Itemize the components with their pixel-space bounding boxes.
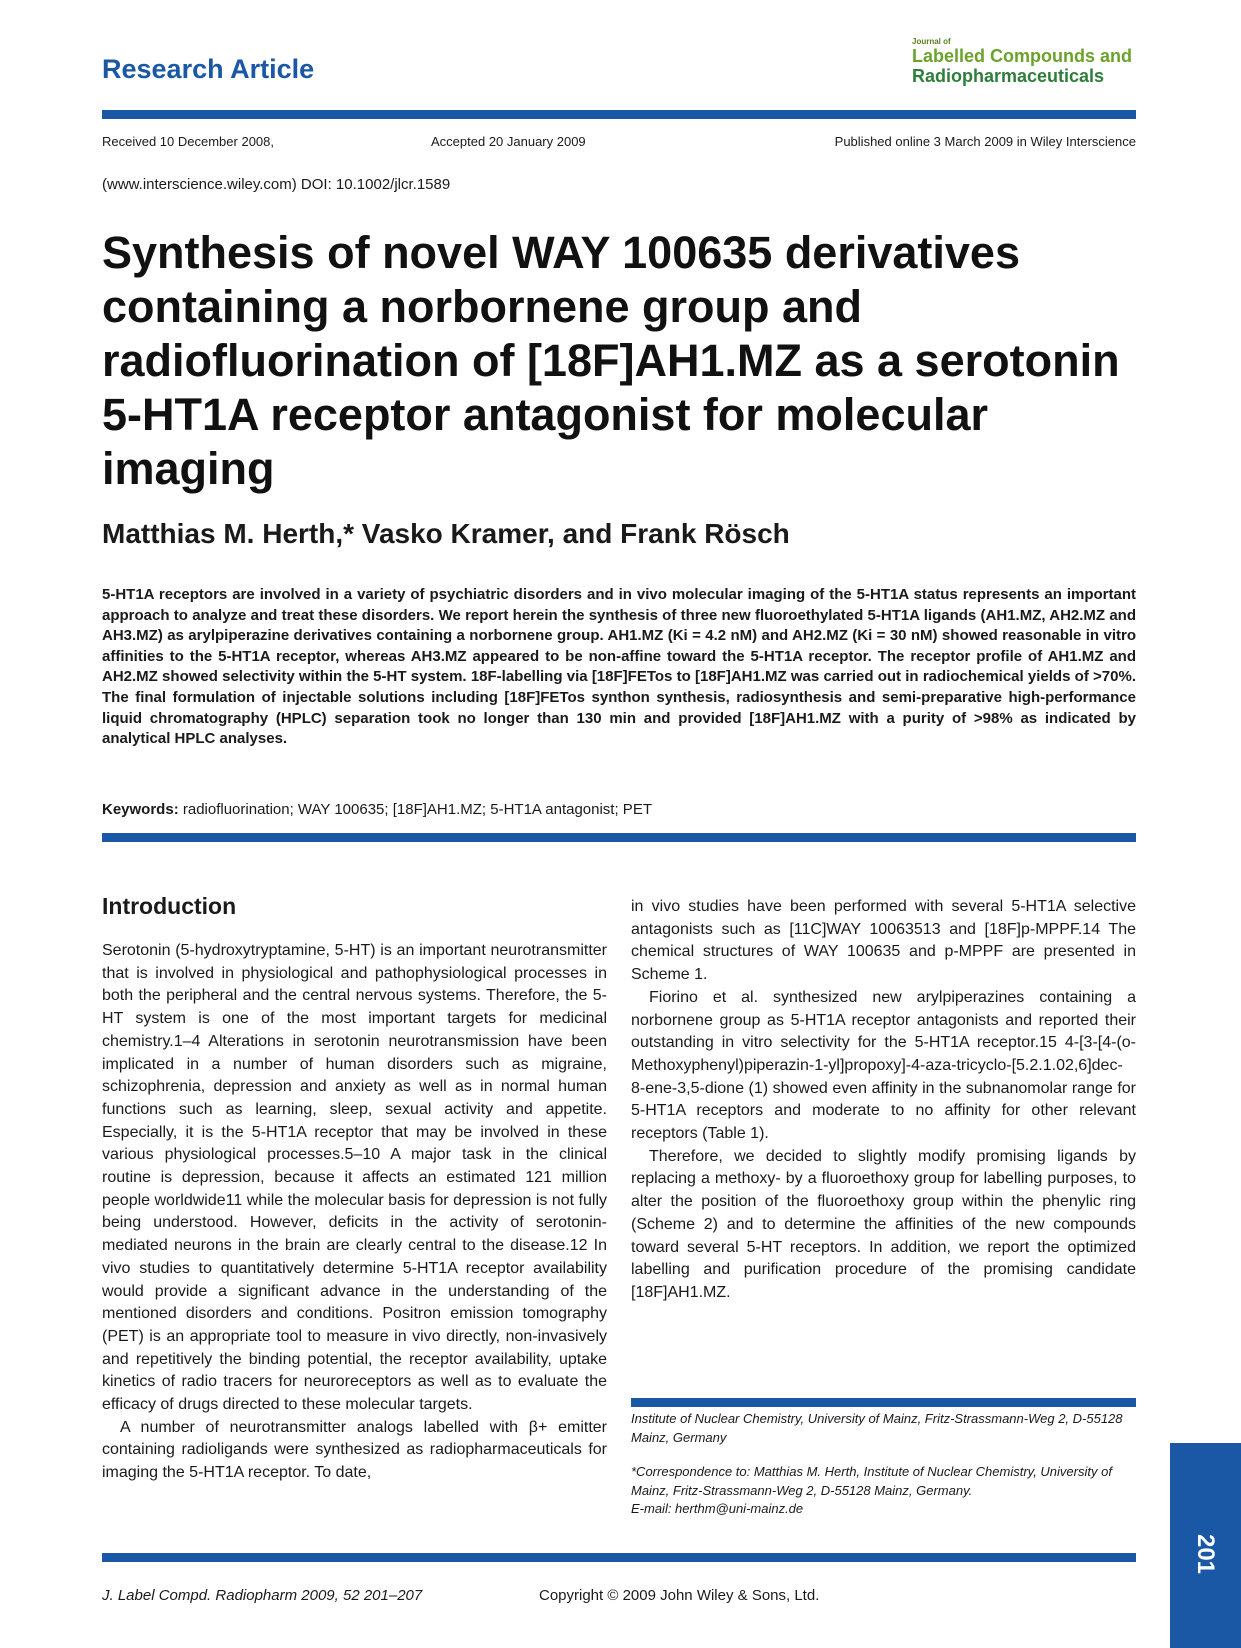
abstract: 5-HT1A receptors are involved in a variety of psychiatric disorders and in vivo molecular imaging of the 5-HT1A status represents an important approach to analyze and treat these disorders. We report herein the synthesis of three new fluoroethylated 5-HT1A ligands (AH1.MZ, AH2.MZ and AH3.MZ) as arylpiperazine derivatives containing a norbornene group. AH1.MZ (Ki = 4.2 nM) and AH2.MZ (Ki = 30 nM) showed reasonable in vitro affinities to the 5-HT1A receptor, whereas AH3.MZ appeared to be non-affine toward the 5-HT1A receptor. The receptor profile of AH1.MZ and AH2.MZ showed selectivity within the 5-HT system. 18F-labelling via [18F]FETos to [18F]AH1.MZ was carried out in radiochemical yields of >70%. The final formulation of injectable solutions including [18F]FETos synthon synthesis, radiosynthesis and semi-preparative high-performance liquid chromatography (HPLC) separation took no longer than 130 min and provided [18F]AH1.MZ with a purity of >98% as indicated by analytical HPLC analyses.: [102, 586, 1136, 748]
footer-copyright: Copyright © 2009 John Wiley & Sons, Ltd.: [539, 1587, 820, 1604]
footer-rule: [102, 1553, 1136, 1562]
paragraph: Serotonin (5-hydroxytryptamine, 5-HT) is an important neurotransmitter that is involved in physiological and pathophysiological processes in both the peripheral and the central nervous systems. Therefore, the 5-HT system is one of the most important targets for medicinal chemistry.1–4 Alterations in serotonin neurotransmission have been implicated in a number of human disorders such as migraine, schizophrenia, depression and anxiety as well as in normal human functions such as learning, sleep, sexual activity and appetite. Especially, it is the 5-HT1A receptor that may be involved in these various physiological processes.5–10 A major task in the clinical routine is depression, because it affects an estimated 121 million people worldwide11 while the molecular basis for depression is not fully being understood. However, deficits in the activity of serotonin-mediated neurons in the brain are clearly central to the disease.12 In vivo studies to quantitatively determine 5-HT1A receptor availability would provide a significant advance in the understanding of the mentioned disorders and conditions. Positron emission tomography (PET) is an appropriate tool to measure in vivo directly, non-invasively and repetitively the binding potential, the receptor availability, uptake kinetics of radio tracers for neuroreceptors as well as to evaluate the efficacy of drugs directed to these molecular targets.: [102, 942, 607, 1414]
paragraph: Fiorino et al. synthesized new arylpiperazines containing a norbornene group as 5-HT1A receptor antagonists and reported their outstanding in vitro selectivity for the 5-HT1A receptor.15 4-[3-[4-(o-Methoxyphenyl)piperazin-1-yl]propoxy]-4-aza-tricyclo-[5.2.1.02,6]dec-8-ene-3,5-dione (1) showed even affinity in the subnanomolar range for 5-HT1A receptors and moderate to no affinity for other relevant receptors (Table 1).: [631, 988, 1136, 1143]
author-list: Matthias M. Herth,* Vasko Kramer, and Frank Rösch: [102, 518, 790, 549]
header-rule: [102, 110, 1136, 119]
affiliation: Institute of Nuclear Chemistry, University of Mainz, Fritz-Strassmann-Weg 2, D-55128 Mainz, Germany: [631, 1411, 1123, 1445]
right-column: [631, 896, 1136, 1305]
footer-journal-citation: J. Label Compd. Radiopharm 2009, 52 201–207: [102, 1587, 423, 1604]
doi-line: (www.interscience.wiley.com) DOI: 10.1002/jlcr.1589: [102, 176, 451, 193]
affiliation-block: [631, 1410, 1136, 1535]
paragraph: A number of neurotransmitter analogs labelled with β+ emitter containing radioligands were synthesized as radiopharmaceuticals for imaging the 5-HT1A receptor. To date,: [102, 1418, 607, 1482]
keywords-label: Keywords:: [102, 801, 179, 818]
received-date: Received 10 December 2008,: [102, 134, 274, 149]
section-label: Research Article: [102, 54, 315, 84]
paragraph: in vivo studies have been performed with several 5-HT1A selective antagonists such as [11C]WAY 10063513 and [18F]p-MPPF.14 The chemical structures of WAY 100635 and p-MPPF are presented in Scheme 1.: [631, 898, 1136, 984]
affiliation-rule: [631, 1398, 1136, 1407]
section-heading-introduction: Introduction: [102, 893, 237, 919]
journal-logo-small: Journal of: [912, 37, 951, 46]
email: E-mail: herthm@uni-mainz.de: [631, 1501, 804, 1516]
article-title: Synthesis of novel WAY 100635 derivatives containing a norbornene group and radiofluorination of [18F]AH1.MZ as a serotonin 5-HT1A receptor antagonist for molecular imaging: [102, 227, 1120, 494]
accepted-date: Accepted 20 January 2009: [431, 134, 586, 149]
journal-logo: [912, 37, 1138, 86]
keywords-text: radiofluorination; WAY 100635; [18F]AH1.MZ; 5-HT1A antagonist; PET: [182, 801, 652, 818]
paragraph: Therefore, we decided to slightly modify promising ligands by replacing a methoxy- by a fluoroethoxy group for labelling purposes, to alter the position of the fluoroethoxy group within the phenylic ring (Scheme 2) and to determine the affinities of the new compounds toward several 5-HT receptors. In addition, we report the optimized labelling and purification procedure of the promising candidate [18F]AH1.MZ.: [631, 1147, 1136, 1301]
published-date: Published online 3 March 2009 in Wiley Interscience: [834, 134, 1136, 149]
journal-logo-line2: Radiopharmaceuticals: [912, 66, 1105, 86]
page-number: 201: [1192, 1533, 1219, 1575]
left-column: [102, 940, 607, 1485]
journal-logo-line1: Labelled Compounds and: [912, 46, 1133, 66]
keywords: [102, 801, 652, 818]
correspondence: *Correspondence to: Matthias M. Herth, Institute of Nuclear Chemistry, University of Mainz, Fritz-Strassmann-Weg 2, D-55128 Mainz, Germany.: [631, 1464, 1112, 1498]
abstract-rule: [102, 833, 1136, 842]
